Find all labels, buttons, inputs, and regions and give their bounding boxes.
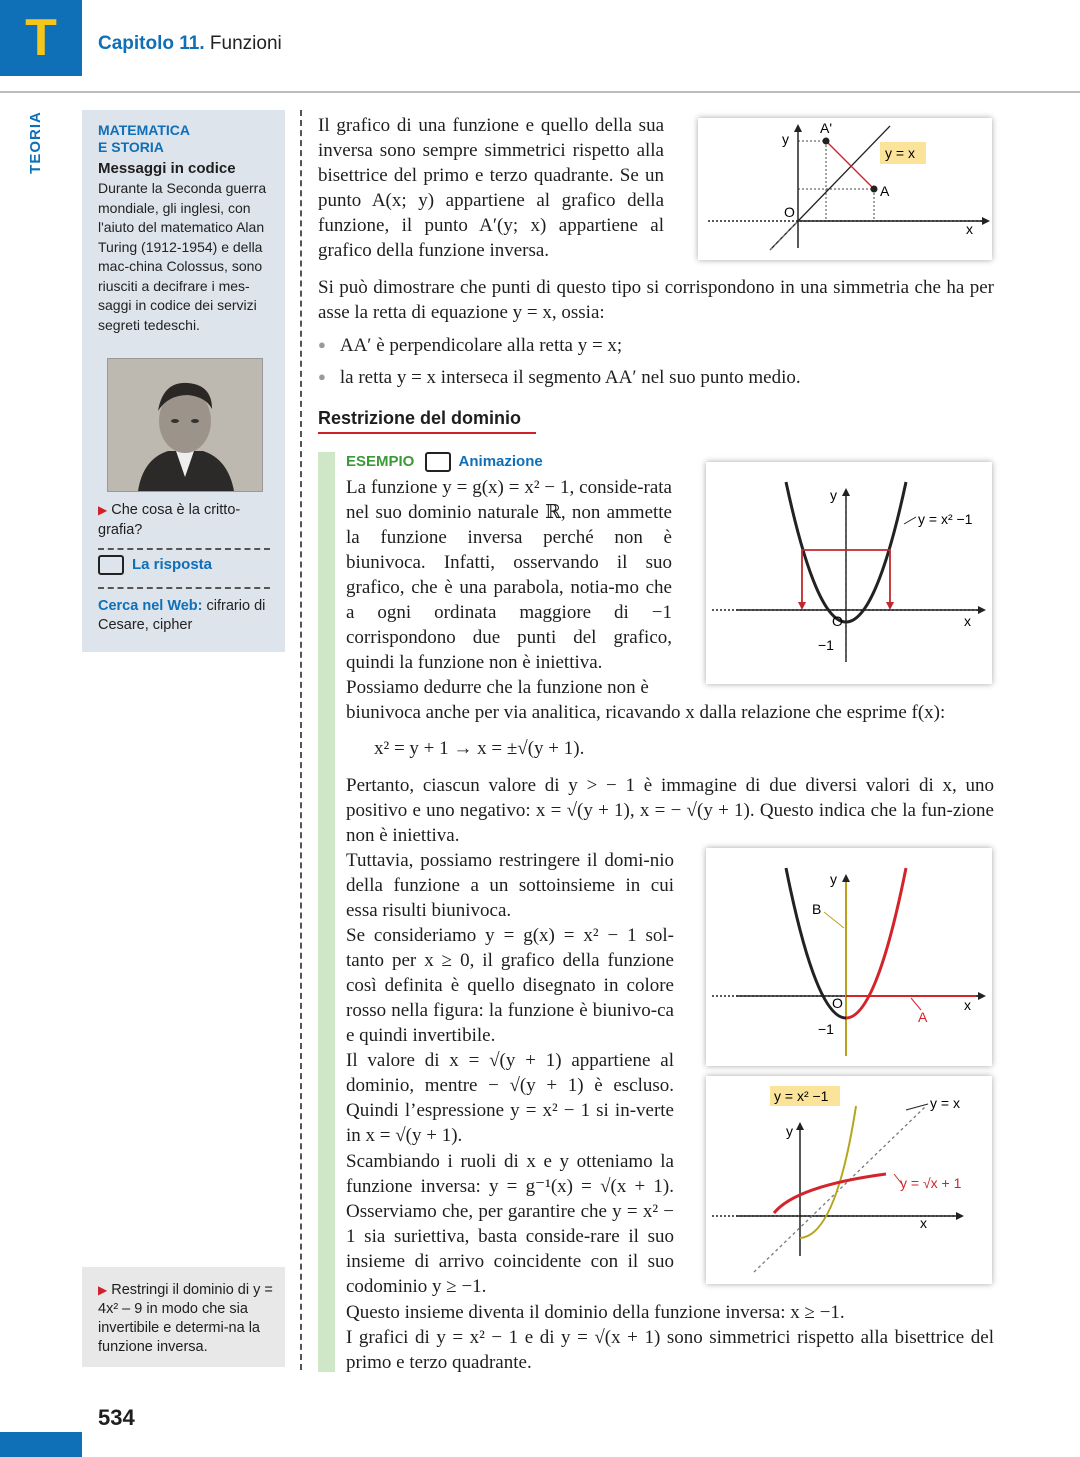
header-rule bbox=[0, 91, 1080, 93]
fig2-o: O bbox=[832, 613, 843, 629]
fig1-o: O bbox=[784, 204, 795, 220]
fig3-x: x bbox=[964, 997, 971, 1013]
example-bar bbox=[318, 452, 335, 1372]
fig3-b: B bbox=[812, 901, 822, 917]
symmetry-paragraph: Si può dimostrare che punti di questo tipo si corrispondono in una simmetria che ha per asse la retta di equazione y = x, ossia: bbox=[318, 277, 994, 323]
question bbox=[98, 500, 274, 540]
fig4-sqrt-label: y = √x + 1 bbox=[900, 1175, 962, 1191]
video-icon bbox=[98, 555, 124, 575]
fig1-a: A bbox=[880, 183, 890, 199]
chapter-number: Capitolo 11. bbox=[98, 33, 205, 54]
example-p6: Il valore di x = √(y + 1) appartiene al dominio, mentre − √(y + 1) è escluso. Quindi l’espressione y = x² − 1 si in-verte in x = √(y + 1). bbox=[346, 1050, 674, 1146]
fig1-a1: A' bbox=[820, 120, 833, 136]
portrait-photo bbox=[107, 358, 263, 492]
intro-paragraph: Il grafico di una funzione e quello della sua inversa sono sempre simmetrici rispetto alla bisettrice del primo e terzo quadrante. Se un punto A(x; y) appartiene al grafico della funzione, il punto A′(y; x) appartiene al grafico della funzione inversa. bbox=[318, 115, 664, 261]
triangle-icon: ▶ bbox=[98, 1283, 108, 1297]
example-p3: Pertanto, ciascun valore di y > − 1 è immagine di due diversi valori di x, uno positivo e uno negativo: x = √(y + 1), x = − √(y + 1). Questo indica che la fun-zione non è iniettiva. bbox=[346, 775, 994, 846]
chapter-heading bbox=[98, 33, 282, 55]
example-p4: Tuttavia, possiamo restringere il domi-nio della funzione a un sottoinsieme in cui essa risulti biunivoca. bbox=[346, 850, 674, 921]
exercise-body: Restringi il dominio di y = 4x² – 9 in modo che sia invertibile e determi-na la funzione inversa. bbox=[98, 1282, 273, 1355]
web-label: Cerca nel Web: bbox=[98, 598, 203, 614]
fig4-parabola-label: y = x² −1 bbox=[774, 1088, 829, 1104]
answer-link[interactable] bbox=[98, 555, 212, 575]
fig3-a: A bbox=[918, 1009, 928, 1025]
example-p2a: Possiamo dedurre che la funzione non è bbox=[346, 677, 649, 698]
history-text: Durante la Seconda guerra mondiale, gli inglesi, con l'aiuto del matematico Alan Turing (1912-1954) e della mac-china Colossus, sono riusciti a decifrare i mes-saggi in codice dei servizi segreti tedeschi. bbox=[98, 180, 267, 333]
web-search bbox=[98, 597, 274, 635]
figure-parabola bbox=[706, 462, 992, 684]
figure-inverse bbox=[706, 1076, 992, 1284]
fig1-x: x bbox=[966, 221, 973, 237]
chapter-title: Funzioni bbox=[209, 33, 282, 54]
figure-symmetry bbox=[698, 118, 992, 260]
example-p5: Se consideriamo y = g(x) = x² − 1 sol-tanto per x ≥ 0, il grafico della funzione così definita è quello disegnato in colore rosso nella figura: la funzione è biunivo-ca e quindi invertibile. bbox=[346, 925, 674, 1046]
divider bbox=[98, 548, 270, 550]
fig1-line-label: y = x bbox=[885, 145, 915, 161]
formula: x² = y + 1 → x = ±√(y + 1). bbox=[374, 738, 585, 759]
fig4-y: y bbox=[786, 1123, 793, 1139]
list-item: ● AA′ è perpendicolare alla retta y = x; bbox=[318, 330, 801, 362]
column-divider bbox=[300, 110, 302, 1370]
web-text: cifrario di Cesare, cipher bbox=[98, 598, 266, 633]
divider bbox=[98, 587, 270, 589]
example-label: ESEMPIO bbox=[346, 452, 415, 470]
example-p2b: biunivoca anche per via analitica, ricavando x dalla relazione che esprime f(x): bbox=[346, 702, 946, 723]
video-icon[interactable] bbox=[425, 452, 451, 472]
page-footer-bar bbox=[0, 1432, 82, 1457]
question-text: Che cosa è la critto-grafia? bbox=[98, 502, 241, 538]
fig3-o: O bbox=[832, 995, 843, 1011]
side-label bbox=[26, 112, 54, 182]
figure-restricted bbox=[706, 848, 992, 1066]
fig4-line-label: y = x bbox=[930, 1095, 960, 1111]
history-heading bbox=[98, 122, 190, 156]
exercise-text bbox=[98, 1281, 278, 1357]
answer-label: La risposta bbox=[132, 555, 213, 573]
history-heading-2: E STORIA bbox=[98, 139, 164, 155]
fig2-curve-label: y = x² −1 bbox=[918, 511, 973, 527]
example-header bbox=[346, 452, 543, 472]
section-underline bbox=[318, 432, 536, 434]
animation-link[interactable]: Animazione bbox=[458, 452, 543, 470]
fig1-y: y bbox=[782, 131, 789, 147]
example-p8: Questo insieme diventa il dominio della funzione inversa: x ≥ −1. bbox=[346, 1302, 845, 1323]
fig2-minus1: −1 bbox=[818, 637, 834, 653]
symmetry-list bbox=[318, 330, 801, 394]
fig3-y: y bbox=[830, 871, 837, 887]
side-label-text: TEORIA bbox=[26, 111, 44, 174]
fig4-x: x bbox=[920, 1215, 927, 1231]
fig2-x: x bbox=[964, 613, 971, 629]
example-p7: Scambiando i ruoli di x e y otteniamo la funzione inversa: y = g⁻¹(x) = √(x + 1). Osserviamo che, per garantire che y = x² − 1 sia suriettiva, basta conside-rare il suo insieme di arrivo coincidente con il suo codominio y ≥ −1. bbox=[346, 1151, 674, 1297]
example-p9: I grafici di y = x² − 1 e di y = √(x + 1) sono simmetrici rispetto alla bisettrice del primo e terzo quadrante. bbox=[346, 1327, 994, 1373]
page-number: 534 bbox=[98, 1405, 135, 1430]
list-item: ● la retta y = x interseca il segmento AA′ nel suo punto medio. bbox=[318, 362, 801, 394]
example-p1: La funzione y = g(x) = x² − 1, conside-rata nel suo dominio naturale ℝ, non ammette la funzione inversa perché non è biunivoca. Infatti, osservando il suo grafico, che è una parabola, notia-mo che a ogni ordinata maggiore di −1 corrispondono due punti del grafico, quindi la funzione non è iniettiva. bbox=[346, 477, 672, 673]
chapter-badge: T bbox=[0, 0, 82, 76]
fig3-minus1: −1 bbox=[818, 1021, 834, 1037]
triangle-icon: ▶ bbox=[98, 503, 108, 517]
history-title: Messaggi in codice bbox=[98, 160, 236, 177]
history-heading-1: MATEMATICA bbox=[98, 122, 191, 138]
exercise-box bbox=[82, 1267, 285, 1367]
section-title: Restrizione del dominio bbox=[318, 408, 522, 428]
fig2-y: y bbox=[830, 487, 837, 503]
